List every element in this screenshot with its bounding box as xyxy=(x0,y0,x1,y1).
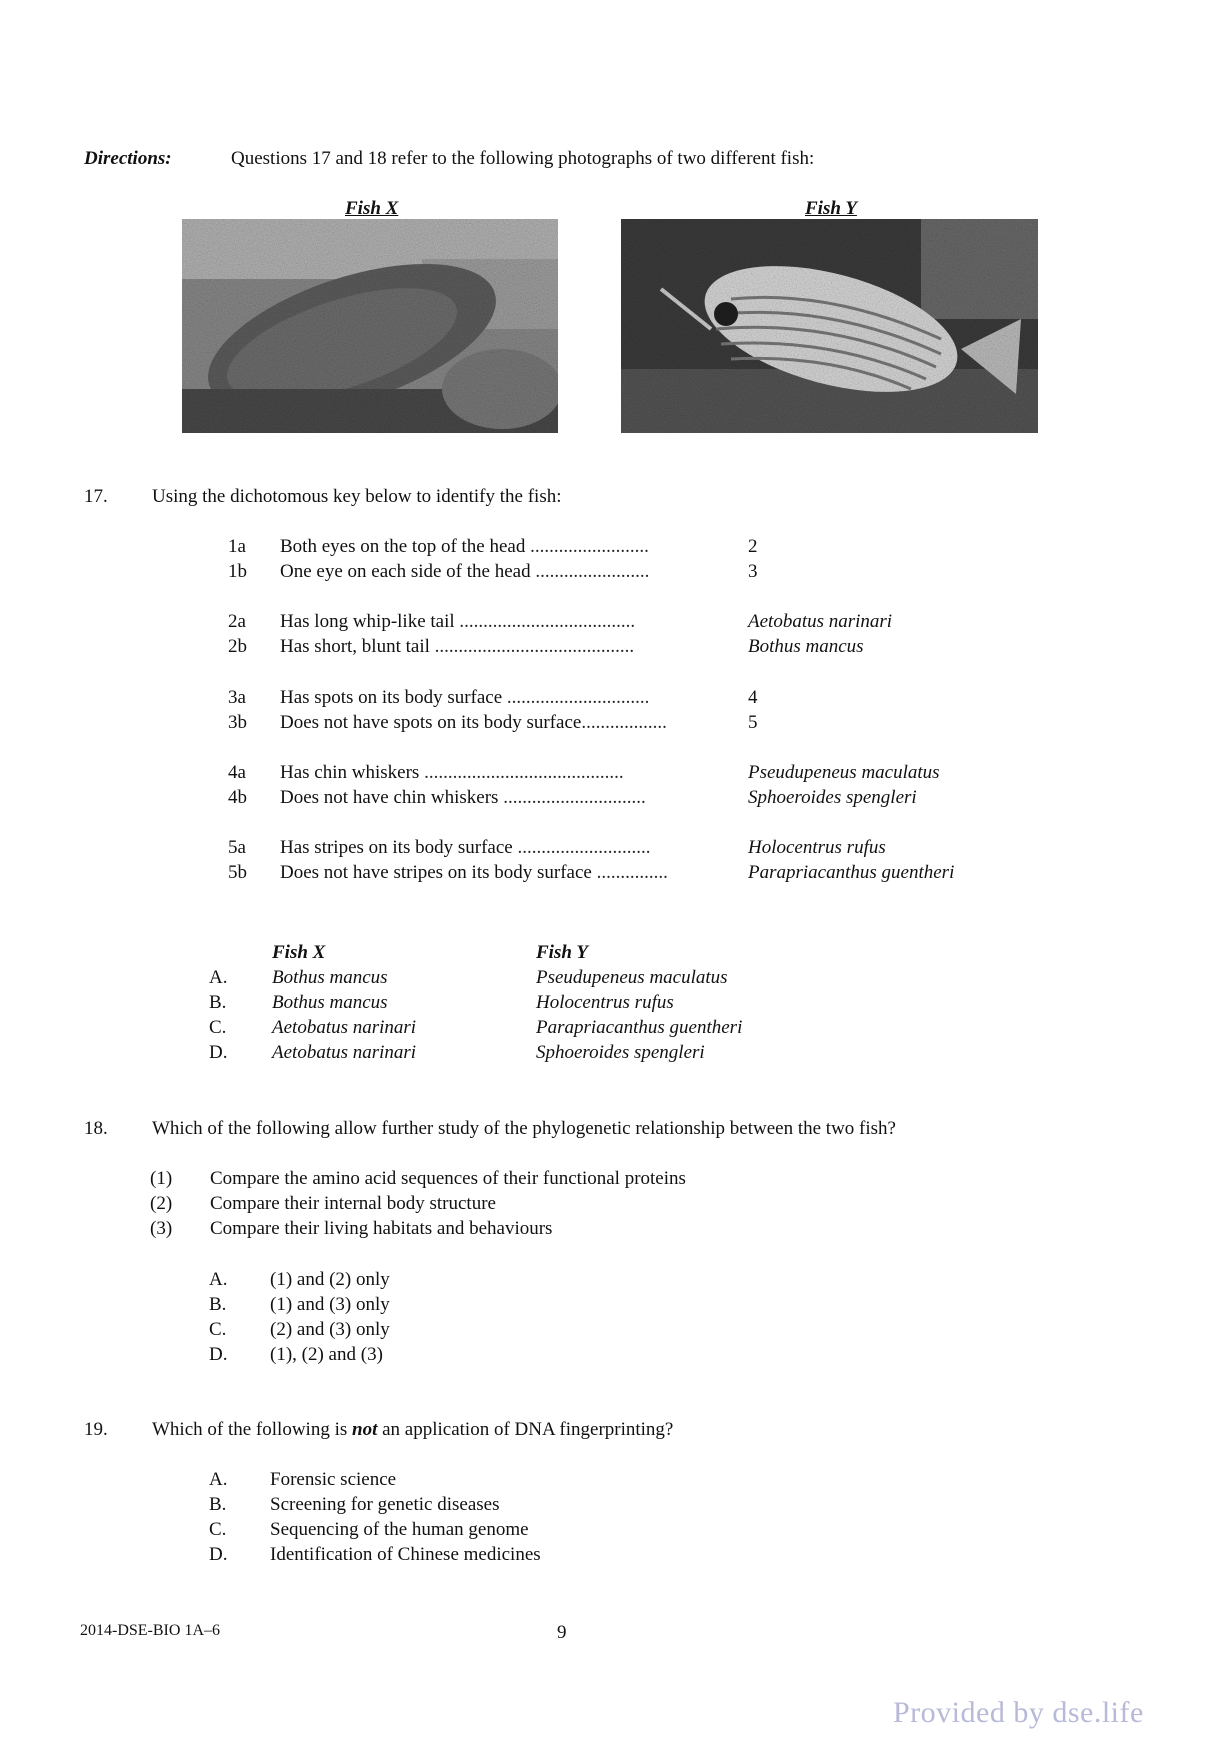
key-result: Holocentrus rufus xyxy=(748,837,886,858)
key-code: 2a xyxy=(228,611,246,632)
option-fish-y: Pseudupeneus maculatus xyxy=(536,967,728,988)
key-code: 1b xyxy=(228,561,247,582)
key-result: Sphoeroides spengleri xyxy=(748,787,917,808)
key-code: 2b xyxy=(228,636,247,657)
fish-y-caption: Fish Y xyxy=(805,198,857,219)
q18-number: 18. xyxy=(84,1118,108,1139)
option-letter[interactable]: D. xyxy=(209,1344,228,1365)
key-result: Parapriacanthus guentheri xyxy=(748,862,955,883)
watermark: Provided by dse.life xyxy=(893,1696,1144,1729)
statement-text: Compare the amino acid sequences of their functional proteins xyxy=(210,1168,686,1189)
key-code: 5a xyxy=(228,837,246,858)
option-fish-x: Bothus mancus xyxy=(272,967,388,988)
key-description: Does not have stripes on its body surface ............... xyxy=(280,862,668,883)
option-text: (1), (2) and (3) xyxy=(270,1344,383,1365)
option-fish-y: Holocentrus rufus xyxy=(536,992,674,1013)
option-text: Screening for genetic diseases xyxy=(270,1494,500,1515)
q19-text: Which of the following is not an application of DNA fingerprinting? xyxy=(152,1419,674,1440)
statement-text: Compare their living habitats and behaviours xyxy=(210,1218,553,1239)
key-result: 4 xyxy=(748,687,758,708)
option-letter[interactable]: B. xyxy=(209,1294,227,1315)
option-text: (1) and (3) only xyxy=(270,1294,390,1315)
fish-x-caption: Fish X xyxy=(345,198,399,219)
key-result: 5 xyxy=(748,712,758,733)
key-description: Does not have chin whiskers .............................. xyxy=(280,787,646,808)
option-letter[interactable]: C. xyxy=(209,1017,227,1038)
key-result: Aetobatus narinari xyxy=(748,611,893,632)
option-fish-y: Parapriacanthus guentheri xyxy=(536,1017,743,1038)
q19-number: 19. xyxy=(84,1419,108,1440)
page-number: 9 xyxy=(557,1622,567,1643)
key-description: Does not have spots on its body surface.................. xyxy=(280,712,667,733)
option-letter[interactable]: D. xyxy=(209,1544,228,1565)
option-text: Forensic science xyxy=(270,1469,397,1490)
statement-number: (2) xyxy=(150,1193,173,1214)
option-letter[interactable]: A. xyxy=(209,1269,228,1290)
key-code: 4b xyxy=(228,787,247,808)
key-code: 3b xyxy=(228,712,247,733)
key-result: Bothus mancus xyxy=(748,636,864,657)
option-fish-y: Sphoeroides spengleri xyxy=(536,1042,705,1063)
key-code: 4a xyxy=(228,762,246,783)
key-description: Has short, blunt tail .......................................... xyxy=(280,636,635,657)
directions-label: Directions: xyxy=(84,148,172,169)
option-fish-x: Bothus mancus xyxy=(272,992,388,1013)
key-description: Both eyes on the top of the head ......................... xyxy=(280,536,649,557)
option-letter[interactable]: A. xyxy=(209,1469,228,1490)
fish-y-photo xyxy=(621,219,1038,433)
option-letter[interactable]: C. xyxy=(209,1519,227,1540)
option-text: Identification of Chinese medicines xyxy=(270,1544,541,1565)
option-letter[interactable]: C. xyxy=(209,1319,227,1340)
key-result: Pseudupeneus maculatus xyxy=(748,762,940,783)
option-fish-x: Aetobatus narinari xyxy=(272,1017,417,1038)
option-letter[interactable]: B. xyxy=(209,992,227,1013)
statement-text: Compare their internal body structure xyxy=(210,1193,496,1214)
key-description: Has long whip-like tail ..................................... xyxy=(280,611,636,632)
option-fish-x: Aetobatus narinari xyxy=(272,1042,417,1063)
option-text: (1) and (2) only xyxy=(270,1269,390,1290)
key-description: One eye on each side of the head ........................ xyxy=(280,561,650,582)
statement-number: (3) xyxy=(150,1218,173,1239)
key-result: 3 xyxy=(748,561,758,582)
key-description: Has chin whiskers .......................................... xyxy=(280,762,624,783)
option-letter[interactable]: D. xyxy=(209,1042,228,1063)
q17-number: 17. xyxy=(84,486,108,507)
q17-col-fish-y: Fish Y xyxy=(536,942,588,963)
q17-col-fish-x: Fish X xyxy=(272,942,326,963)
directions-text: Questions 17 and 18 refer to the following photographs of two different fish: xyxy=(231,148,815,169)
key-description: Has stripes on its body surface ............................ xyxy=(280,837,651,858)
key-description: Has spots on its body surface .............................. xyxy=(280,687,650,708)
option-text: (2) and (3) only xyxy=(270,1319,390,1340)
key-result: 2 xyxy=(748,536,758,557)
option-letter[interactable]: B. xyxy=(209,1494,227,1515)
key-code: 1a xyxy=(228,536,246,557)
option-letter[interactable]: A. xyxy=(209,967,228,988)
key-code: 3a xyxy=(228,687,246,708)
statement-number: (1) xyxy=(150,1168,173,1189)
key-code: 5b xyxy=(228,862,247,883)
fish-x-photo xyxy=(182,219,558,433)
paper-code: 2014-DSE-BIO 1A–6 xyxy=(80,1622,220,1639)
q17-text: Using the dichotomous key below to identify the fish: xyxy=(152,486,562,507)
option-text: Sequencing of the human genome xyxy=(270,1519,529,1540)
q18-text: Which of the following allow further study of the phylogenetic relationship between the two fish? xyxy=(152,1118,896,1139)
